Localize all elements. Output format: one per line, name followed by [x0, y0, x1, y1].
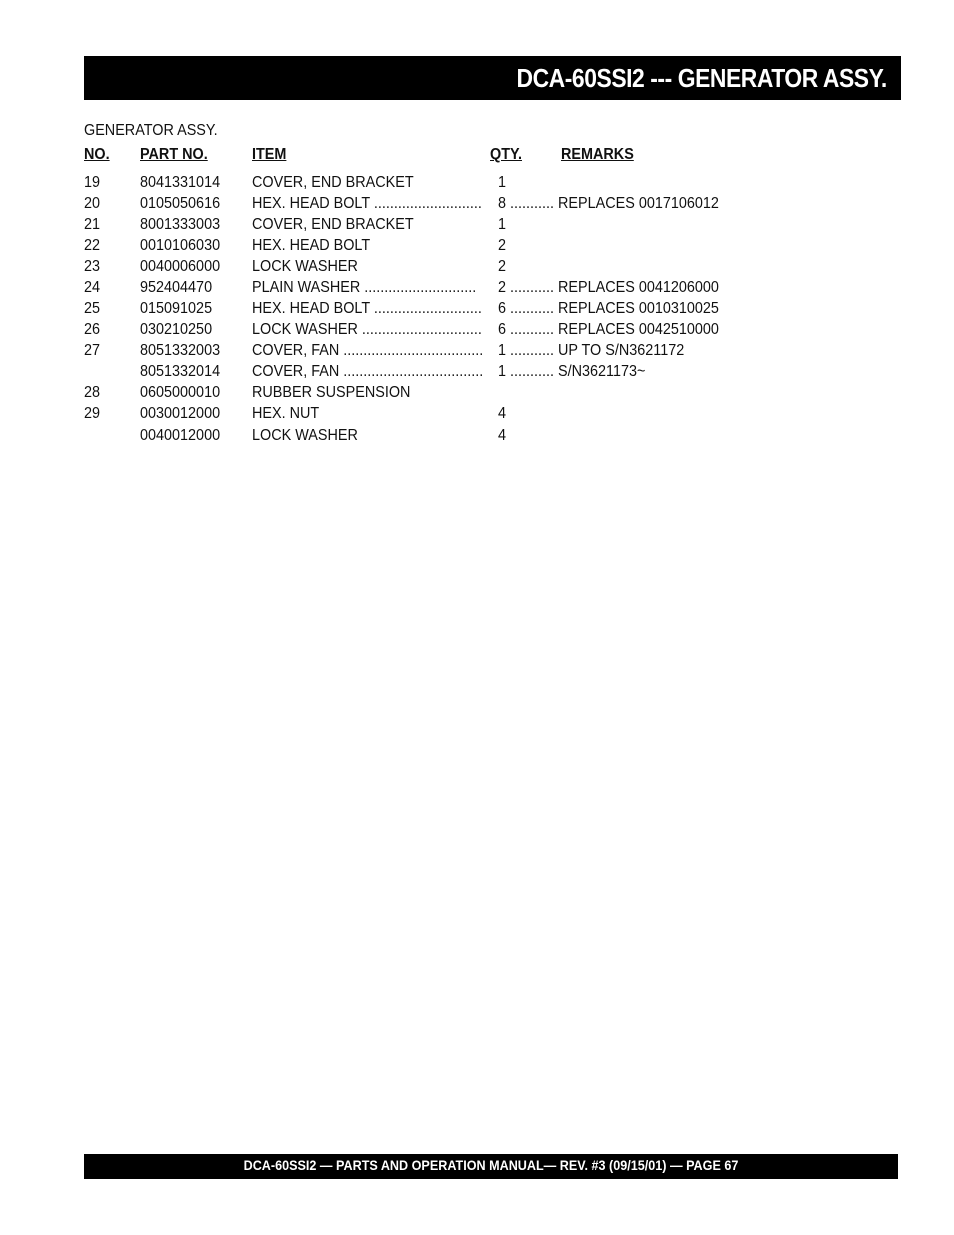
row-qty: 2: [498, 258, 507, 275]
row-part-no: 015091025: [140, 300, 213, 317]
row-qty: 6: [498, 300, 507, 317]
row-remarks: ........... REPLACES 0042510000: [510, 321, 719, 338]
table-row: [0, 319, 954, 340]
column-header-remarks: REMARKS: [561, 146, 634, 163]
row-item: PLAIN WASHER ............................: [252, 279, 477, 296]
row-remarks: ........... REPLACES 0010310025: [510, 300, 719, 317]
page-title-bar: [84, 56, 901, 100]
column-header-item: ITEM: [252, 146, 287, 163]
table-row: [0, 425, 954, 446]
table-row: [0, 214, 954, 235]
row-item: HEX. NUT: [252, 405, 320, 422]
row-no: 23: [84, 258, 101, 275]
row-part-no: 0010106030: [140, 237, 221, 254]
row-no: 19: [84, 174, 101, 191]
row-part-no: 8051332003: [140, 342, 221, 359]
row-qty: 8: [498, 195, 507, 212]
row-no: 26: [84, 321, 101, 338]
table-row: [0, 361, 954, 382]
row-part-no: 0040006000: [140, 258, 221, 275]
table-row: [0, 403, 954, 424]
row-no: 24: [84, 279, 101, 296]
row-item: COVER, END BRACKET: [252, 216, 414, 233]
row-item: LOCK WASHER: [252, 258, 358, 275]
column-header-no: NO.: [84, 146, 110, 163]
row-qty: 2: [498, 279, 507, 296]
row-item: LOCK WASHER: [252, 427, 358, 444]
row-no: 29: [84, 405, 101, 422]
row-part-no: 8041331014: [140, 174, 221, 191]
page-title: DCA-60SSI2 --- GENERATOR ASSY.: [516, 63, 887, 93]
row-item: COVER, FAN ...................................: [252, 363, 484, 380]
row-qty: 4: [498, 427, 507, 444]
row-remarks: ........... REPLACES 0041206000: [510, 279, 719, 296]
row-no: 27: [84, 342, 101, 359]
footer-text: DCA-60SSI2 — PARTS AND OPERATION MANUAL— REV. #3 (09/15/01) — PAGE 67: [243, 1157, 739, 1173]
column-header-qty: QTY.: [490, 146, 523, 163]
row-qty: 1: [498, 216, 507, 233]
row-no: 22: [84, 237, 101, 254]
row-remarks: ........... S/N3621173~: [510, 363, 646, 380]
row-qty: 2: [498, 237, 507, 254]
table-row: [0, 382, 954, 403]
row-qty: 1: [498, 363, 507, 380]
row-qty: 4: [498, 405, 507, 422]
row-remarks: ........... REPLACES 0017106012: [510, 195, 719, 212]
table-row: [0, 298, 954, 319]
row-part-no: 0040012000: [140, 427, 221, 444]
table-row: [0, 193, 954, 214]
row-item: RUBBER SUSPENSION: [252, 384, 411, 401]
table-row: [0, 235, 954, 256]
row-item: COVER, END BRACKET: [252, 174, 414, 191]
row-qty: 6: [498, 321, 507, 338]
row-part-no: 952404470: [140, 279, 213, 296]
row-remarks: ........... UP TO S/N3621172: [510, 342, 685, 359]
table-row: [0, 277, 954, 298]
row-part-no: 0105050616: [140, 195, 221, 212]
section-label: GENERATOR ASSY.: [84, 122, 218, 139]
row-item: HEX. HEAD BOLT ...........................: [252, 300, 482, 317]
row-no: 20: [84, 195, 101, 212]
table-row: [0, 172, 954, 193]
table-row: [0, 256, 954, 277]
row-item: COVER, FAN ...................................: [252, 342, 484, 359]
row-part-no: 0605000010: [140, 384, 221, 401]
table-row: [0, 340, 954, 361]
row-no: 25: [84, 300, 101, 317]
row-part-no: 8001333003: [140, 216, 221, 233]
row-part-no: 030210250: [140, 321, 213, 338]
footer-bar: [84, 1154, 898, 1179]
row-item: HEX. HEAD BOLT ...........................: [252, 195, 482, 212]
row-no: 21: [84, 216, 101, 233]
row-part-no: 0030012000: [140, 405, 221, 422]
row-qty: 1: [498, 342, 507, 359]
row-item: HEX. HEAD BOLT: [252, 237, 371, 254]
row-item: LOCK WASHER ..............................: [252, 321, 482, 338]
row-qty: 1: [498, 174, 507, 191]
column-header-part-no: PART NO.: [140, 146, 208, 163]
row-part-no: 8051332014: [140, 363, 221, 380]
row-no: 28: [84, 384, 101, 401]
